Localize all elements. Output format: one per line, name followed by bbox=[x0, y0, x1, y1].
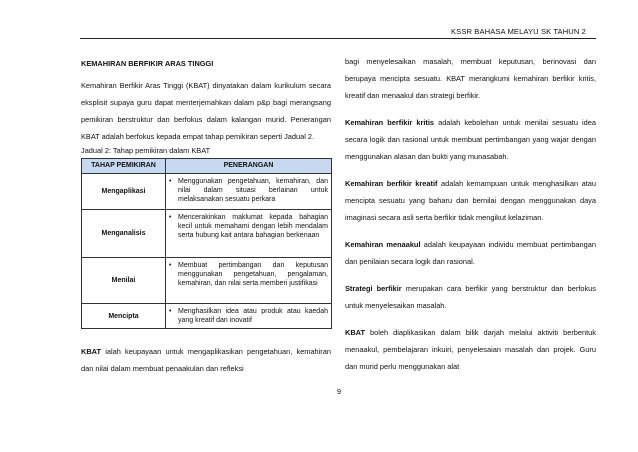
kbat-application-term: KBAT bbox=[345, 328, 365, 337]
kbat-application-text: boleh diaplikasikan dalam bilik darjah melalui aktiviti berbentuk menaakul, pembelajaran inkuiri, penyelesaian masalah dan projek. Guru dan murid perlu menggunakan alat bbox=[345, 328, 596, 371]
kbat-definition-text: ialah keupayaan untuk mengaplikasikan pengetahuan, kemahiran dan nilai dalam membuat penaakulan dan refleksi bbox=[81, 347, 331, 373]
table-desc-text: Mencerakinkan maklumat kepada bahagian kecil untuk memahami dengan lebih mendalam serta hubung kait antara bahagian berkenaan bbox=[178, 214, 328, 239]
strategi-definition: merupakan cara berfikir yang berstruktur dan berfokus untuk menyelesaikan masalah. bbox=[345, 284, 596, 310]
table-row bbox=[82, 174, 332, 210]
kbat-application-paragraph bbox=[345, 324, 596, 375]
kritis-paragraph bbox=[345, 114, 596, 165]
kreatif-term: Kemahiran berfikir kreatif bbox=[345, 179, 438, 188]
continuation-paragraph: bagi menyelesaikan masalah, membuat keputusan, berinovasi dan berupaya mencipta sesuatu. KBAT merangkumi kemahiran berfikir kritis, kreatif dan menaakul dan strategi berfikir. bbox=[345, 57, 596, 100]
table-cell-stage: Menganalisis bbox=[82, 210, 166, 258]
kreatif-definition: adalah kemampuan untuk menghasilkan atau mencipta sesuatu yang baharu dan bernilai dengan menggunakan daya imaginasi secara asli serta berfikir tidak mengikut kelaziman. bbox=[345, 179, 597, 222]
table-row bbox=[82, 210, 332, 258]
table-desc-text: Menghasilkan idea atau produk atau kaedah yang kreatif dan inovatif bbox=[178, 308, 328, 324]
table-cell-desc bbox=[166, 210, 332, 258]
strategi-paragraph bbox=[345, 280, 596, 314]
table-cell-stage: Mengaplikasi bbox=[82, 174, 166, 210]
bullet-icon: • bbox=[169, 178, 172, 185]
table-desc-text: Membuat pertimbangan dan keputusan menggunakan pengetahuan, pengalaman, kemahiran, dan nilai serta memberi justifikasi bbox=[178, 262, 328, 287]
table-cell-desc bbox=[166, 258, 332, 304]
table-cell-stage: Mencipta bbox=[82, 304, 166, 329]
menaakul-definition: adalah keupayaan individu membuat pertimbangan dan penilaian secara logik dan rasional. bbox=[345, 240, 596, 266]
kbat-definition bbox=[81, 343, 331, 377]
table-header-row bbox=[82, 159, 332, 174]
kreatif-paragraph bbox=[345, 175, 596, 226]
running-header: KSSR BAHASA MELAYU SK TAHUN 2 bbox=[451, 27, 586, 36]
header-rule bbox=[80, 38, 596, 39]
table-desc-text: Menggunakan pengetahuan, kemahiran, dan nilai dalam situasi berlainan untuk melaksanakan sesuatu perkara bbox=[178, 178, 328, 203]
table-row bbox=[82, 258, 332, 304]
bullet-icon: • bbox=[169, 308, 172, 315]
bullet-icon: • bbox=[169, 214, 172, 221]
bullet-icon: • bbox=[169, 262, 172, 269]
kritis-definition: adalah kebolehan untuk menilai sesuatu idea secara logik dan rasional untuk membuat pertimbangan yang wajar dengan menggunakan alasan dan bukti yang munasabah. bbox=[345, 118, 596, 161]
kbat-term: KBAT bbox=[81, 347, 101, 356]
table-row bbox=[82, 304, 332, 329]
right-column bbox=[345, 53, 596, 375]
intro-paragraph: Kemahiran Berfikir Aras Tinggi (KBAT) dinyatakan dalam kurikulum secara eksplisit supaya guru dapat menterjemahkan dalam p&p bagi merangsang pemikiran berstruktur dan berfokus dalam kalangan murid. Penerangan KBAT adalah berfokus kepada empat tahap pemikiran seperti Jadual 2. bbox=[81, 81, 331, 141]
kritis-term: Kemahiran berfikir kritis bbox=[345, 118, 435, 127]
menaakul-paragraph bbox=[345, 236, 596, 270]
table-cell-stage: Menilai bbox=[82, 258, 166, 304]
table-header-stage: TAHAP PEMIKIRAN bbox=[82, 159, 166, 174]
page-number: 9 bbox=[337, 387, 341, 396]
table-cell-desc bbox=[166, 174, 332, 210]
menaakul-term: Kemahiran menaakul bbox=[345, 240, 421, 249]
section-title: KEMAHIRAN BERFIKIR ARAS TINGGI bbox=[81, 59, 214, 68]
kbat-table bbox=[81, 158, 332, 329]
table-cell-desc bbox=[166, 304, 332, 329]
left-column bbox=[81, 55, 331, 377]
table-caption: Jadual 2: Tahap pemikiran dalam KBAT bbox=[81, 146, 211, 155]
strategi-term: Strategi berfikir bbox=[345, 284, 402, 293]
table-header-desc: PENERANGAN bbox=[166, 159, 332, 174]
